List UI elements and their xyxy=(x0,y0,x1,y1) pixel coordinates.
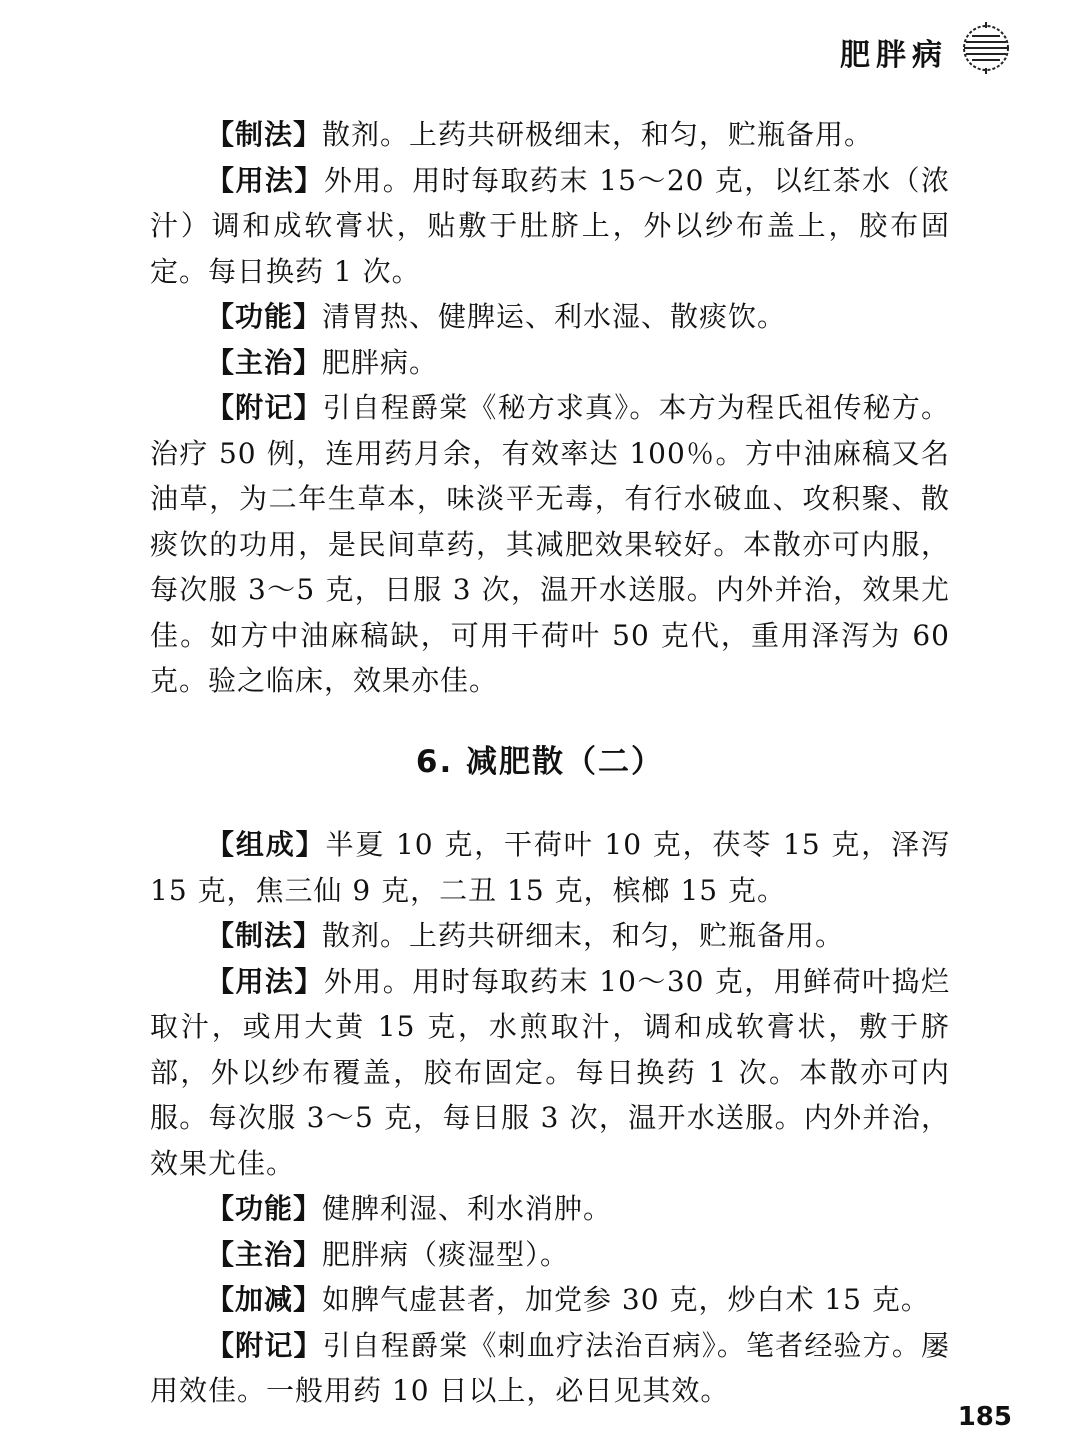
item-note: 【附记】引自程爵棠《刺血疗法治百病》。笔者经验方。屡用效佳。一般用药 10 日以上，必日见其效。 xyxy=(150,1328,950,1407)
running-header-title: 肥胖病 xyxy=(840,38,948,73)
item-modification: 【加减】如脾气虚甚者，加党参 30 克，炒白术 15 克。 xyxy=(206,1283,930,1316)
item-note: 【附记】引自程爵棠《秘方求真》。本方为程氏祖传秘方。治疗 50 例，连用药月余，有效率达 100％。方中油麻稿又名油草，为二年生草本，味淡平无毒，有行水破血、攻积聚、散痰饮的功用，是民间草药，其减肥效果较好。本散亦可内服，每次服 3～5 克，日服 3 次，温开水送服。内外并治，效果尤佳。如方中油麻稿缺，可用干荷叶 50 克代，重用泽泻为 60 克。验之临床，效果亦佳。 xyxy=(150,391,950,697)
item-composition: 【组成】半夏 10 克，干荷叶 10 克，茯苓 15 克，泽泻 15 克，焦三仙 9 克，二丑 15 克，槟榔 15 克。 xyxy=(150,828,950,907)
page-number: 185 xyxy=(957,1402,1012,1432)
item-function: 【功能】清胃热、健脾运、利水湿、散痰饮。 xyxy=(206,300,787,333)
item-preparation: 【制法】散剂。上药共研细末，和匀，贮瓶备用。 xyxy=(206,919,845,952)
section-2-content xyxy=(150,822,950,1414)
item-indication: 【主治】肥胖病。 xyxy=(206,345,439,379)
section-1-content xyxy=(150,112,950,704)
item-usage: 【用法】外用。用时每取药末 10～30 克，用鲜荷叶捣烂取汁，或用大黄 15 克，水煎取汁，调和成软膏状，敷于脐部，外以纱布覆盖，胶布固定。每日换药 1 次。本散亦可内服。每次服 3～5 克，每日服 3 次，温开水送服。内外并治，效果尤佳。 xyxy=(150,964,950,1180)
item-indication: 【主治】肥胖病（痰湿型）。 xyxy=(206,1237,570,1271)
item-function: 【功能】健脾利湿、利水消肿。 xyxy=(206,1192,613,1225)
header-ornament-icon xyxy=(954,16,1018,80)
item-preparation: 【制法】散剂。上药共研极细末，和匀，贮瓶备用。 xyxy=(206,118,874,151)
item-usage: 【用法】外用。用时每取药末 15～20 克，以红茶水（浓汁）调和成软膏状，贴敷于肚脐上，外以纱布盖上，胶布固定。每日换药 1 次。 xyxy=(150,163,950,288)
section-heading: 6. 减肥散（二） xyxy=(415,744,665,780)
